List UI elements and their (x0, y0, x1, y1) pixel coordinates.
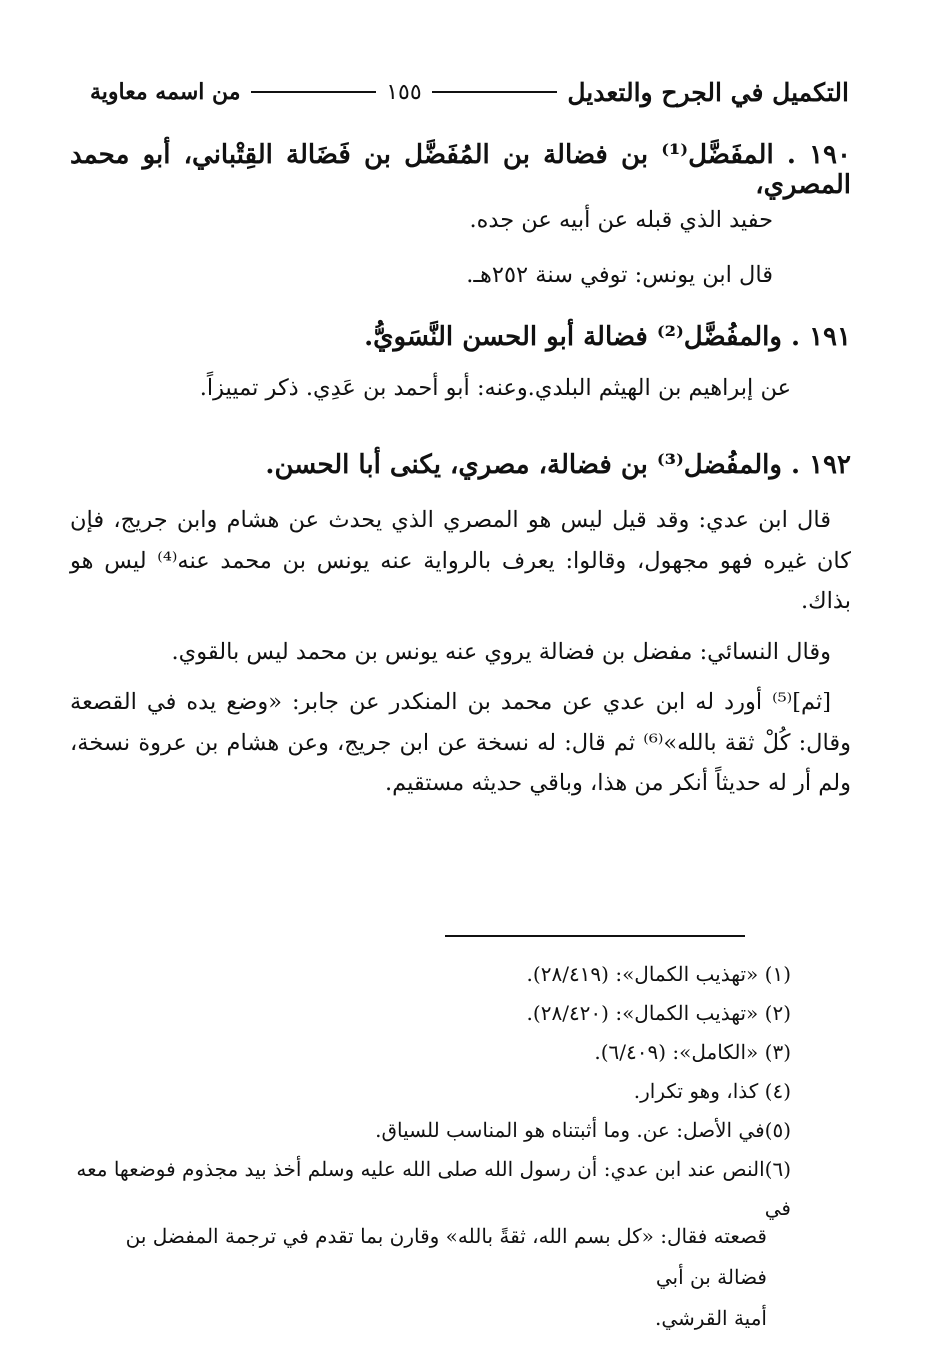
header-rule (251, 91, 377, 93)
entry-191-title: ١٩١ . والمفُضَّل⁽²⁾ فضالة أبو الحسن النَّسَويُّ. (364, 322, 851, 352)
header-title: التكميل في الجرح والتعديل (567, 77, 849, 107)
footnote-4: (٤) كذا، وهو تكرار. (633, 1079, 791, 1103)
footnote-1: (١) «تهذيب الكمال»: (٢٨/٤١٩). (526, 962, 791, 986)
header-section: من اسمه معاوية (90, 79, 241, 105)
footnote-6-line-3: أمية القرشي. (655, 1306, 767, 1330)
footnote-separator (445, 935, 745, 937)
entry-190 (70, 140, 851, 295)
footnotes (70, 955, 791, 1228)
entry-192-paragraph-3: [ثم]⁽⁵⁾ أورد له ابن عدي عن محمد بن المنكدر عن جابر: «وضع يده في القصعة وقال: كُلْ ثقة بالله»⁽⁶⁾ ثم قال: له نسخة عن ابن جريج، وعن هشام بن عروة نسخة، ولم أر له حديثاً أنكر من هذا، وباقي حديثه مستقيم. (70, 689, 851, 796)
entry-190-line2: حفيد الذي قبله عن أبيه عن جده. (469, 207, 773, 233)
entry-190-title: ١٩٠ . المفَضَّل⁽¹⁾ بن فضالة بن المُفَضَّل بن فَضَالة القِتْباني، أبو محمد المصري، (70, 140, 851, 200)
entry-191 (70, 322, 851, 409)
footnote-3: (٣) «الكامل»: (٦/٤٠٩). (594, 1040, 791, 1064)
entry-192-paragraph-1: قال ابن عدي: وقد قيل ليس هو المصري الذي يحدث عن هشام وابن جريج، فإن كان غيره فهو مجهول، وقالوا: يعرف بالرواية عنه يونس بن محمد عنه⁽⁴⁾ ليس هو بذاك. (70, 507, 852, 614)
header-rule (432, 91, 558, 93)
footnote-6-line-2: قصعته فقال: «كل بسم الله، ثقةً بالله» وقارن بما تقدم في ترجمة المفضل بن فضالة بن أبي (125, 1224, 767, 1289)
page-number: ١٥٥ (386, 79, 422, 105)
entry-191-line2: عن إبراهيم بن الهيثم البلدي.وعنه: أبو أحمد بن عَدِي. ذكر تمييزاً. (199, 375, 791, 401)
entry-192-paragraph-2: وقال النسائي: مفضل بن فضالة يروي عنه يونس بن محمد ليس بالقوي. (171, 638, 831, 665)
footnote-6-line-1: (٦)النص عند ابن عدي: أن رسول الله صلى الله عليه وسلم أخذ بيد مجذوم فوضعها معه في (76, 1157, 791, 1220)
entry-190-line3: قال ابن يونس: توفي سنة ٢٥٢هـ. (466, 261, 773, 288)
entry-192-title: ١٩٢ . والمفُضل⁽³⁾ بن فضالة، مصري، يكنى أبا الحسن. (265, 450, 851, 480)
entry-192 (70, 450, 851, 804)
footnote-6-continuation (70, 1216, 767, 1339)
footnote-2: (٢) «تهذيب الكمال»: (٢٨/٤٢٠). (526, 1001, 791, 1025)
running-header (90, 72, 849, 112)
footnote-5: (٥)في الأصل: عن. وما أثبتناه هو المناسب للسياق. (375, 1118, 791, 1142)
